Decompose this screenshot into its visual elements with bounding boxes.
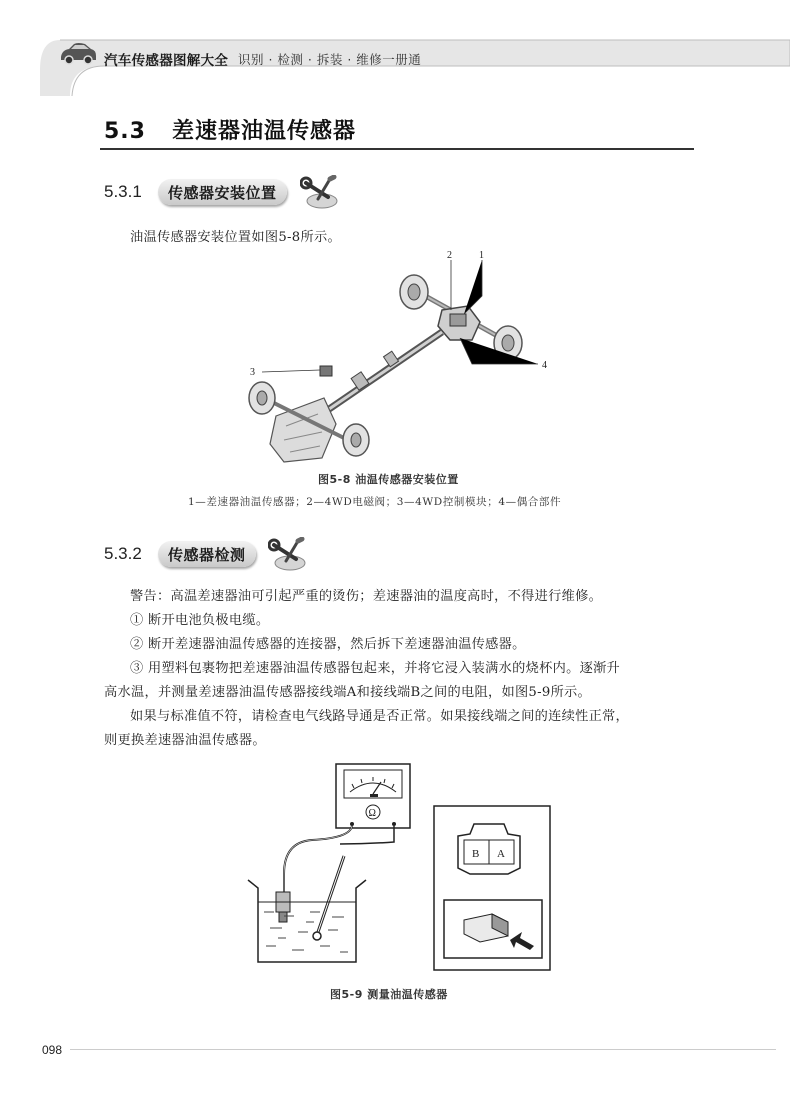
connector-view (434, 806, 550, 970)
rear-left-wheel-hub (400, 275, 428, 309)
section-divider (100, 148, 694, 150)
terminal-b-label: B (472, 848, 480, 860)
figure-5-8-legend: 1—差速器油温传感器；2—4WD电磁阀；3—4WD控制模块；4—偶合部件 (188, 496, 562, 508)
callout-2: 2 (447, 250, 452, 261)
callout-3: 3 (250, 367, 255, 378)
callout-4: 4 (542, 360, 547, 371)
front-right-wheel-hub (343, 424, 369, 456)
install-location-text: 油温传感器安装位置如图5-8所示。 (130, 230, 341, 245)
figure-5-8-illustration (236, 248, 566, 470)
book-subtitle: 识别 · 检测 · 拆装 · 维修一册通 (238, 52, 422, 67)
terminal-a-label: A (497, 848, 505, 860)
subsection-number-1: 5.3.1 (104, 182, 142, 201)
wrench-screwdriver-icon-2 (268, 537, 308, 573)
wrench-screwdriver-icon (300, 175, 340, 211)
subsection-number-2: 5.3.2 (104, 544, 142, 563)
book-title: 汽车传感器图解大全 (104, 53, 229, 69)
rear-differential (438, 306, 480, 340)
section-title: 5.3 差速器油温传感器 (104, 119, 356, 144)
ohmmeter (336, 764, 410, 828)
header-background (0, 0, 790, 96)
note-text-line2: 则更换差速器油温传感器。 (104, 733, 266, 748)
step-3-text-line2: 高水温，并测量差速器油温传感器接线端A和接线端B之间的电阻，如图5-9所示。 (104, 685, 592, 700)
paragraph-install-location (104, 226, 694, 250)
step-1-text: ① 断开电池负极电缆。 (130, 613, 270, 628)
step-3-text-line1: ③ 用塑料包裹物把差速器油温传感器包起来，并将它浸入装满水的烧杯内。逐渐升 (130, 661, 621, 676)
note-text-line1: 如果与标准值不符，请检查电气线路导通是否正常。如果接线端之间的连续性正常， (130, 709, 630, 724)
page-number: 098 (42, 1043, 63, 1057)
4wd-control-module (320, 366, 332, 376)
front-left-wheel-hub (249, 382, 275, 414)
step-2-text: ② 断开差速器油温传感器的连接器，然后拆下差速器油温传感器。 (130, 637, 526, 652)
footer-divider (70, 1049, 776, 1050)
beaker (248, 880, 366, 962)
subsection-title-2: 传感器检测 (158, 541, 256, 567)
figure-5-8-caption: 图5-8 油温传感器安装位置 (318, 473, 459, 486)
warning-text: 警告：高温差速器油可引起严重的烫伤；差速器油的温度高时，不得进行维修。 (130, 589, 603, 604)
ohm-symbol: Ω (368, 808, 376, 819)
detection-steps (104, 585, 694, 753)
figure-5-9-illustration (240, 762, 560, 974)
figure-5-9-caption: 图5-9 测量油温传感器 (330, 988, 448, 1001)
car-logo-icon (58, 41, 98, 67)
subsection-title-1: 传感器安装位置 (158, 179, 287, 205)
callout-1: 1 (479, 250, 484, 261)
